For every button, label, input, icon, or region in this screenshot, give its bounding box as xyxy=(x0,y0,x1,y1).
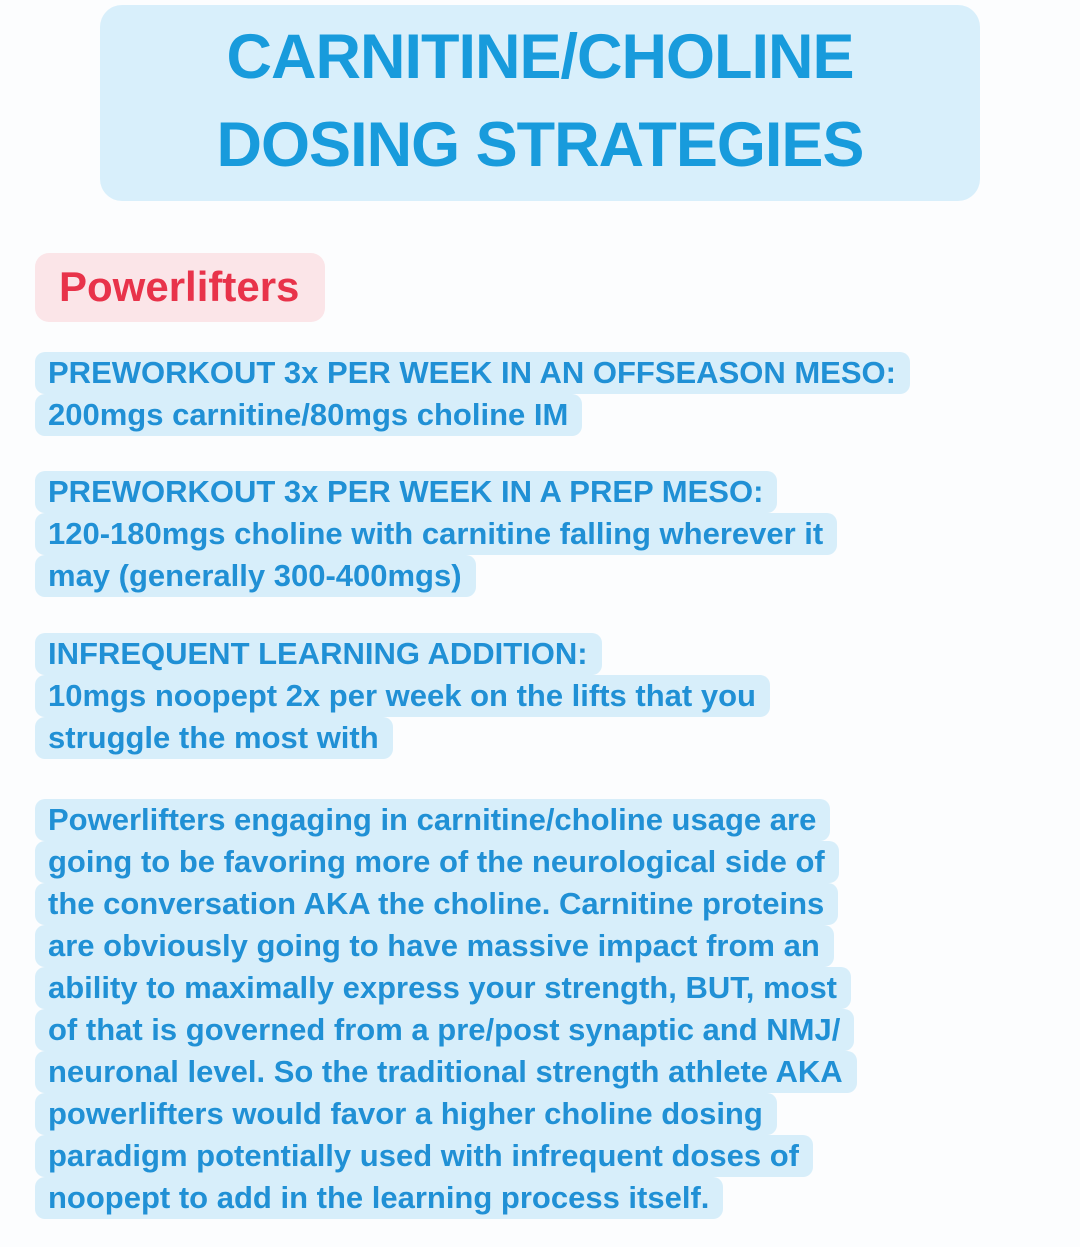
text-line: Powerlifters engaging in carnitine/choline usage are xyxy=(35,799,830,841)
text-line: are obviously going to have massive impact from an xyxy=(35,925,834,967)
text-line: noopept to add in the learning process itself. xyxy=(35,1177,723,1219)
text-line: 200mgs carnitine/80mgs choline IM xyxy=(35,394,582,436)
explanation-paragraph xyxy=(35,799,1080,1219)
dosing-block-offseason xyxy=(35,352,1080,436)
text-line: the conversation AKA the choline. Carnitine proteins xyxy=(35,883,838,925)
text-line: may (generally 300-400mgs) xyxy=(35,555,476,597)
text-line: paradigm potentially used with infrequent doses of xyxy=(35,1135,813,1177)
text-line: struggle the most with xyxy=(35,717,393,759)
text-line: INFREQUENT LEARNING ADDITION: xyxy=(35,633,602,675)
text-line: neuronal level. So the traditional strength athlete AKA xyxy=(35,1051,857,1093)
text-line: 120-180mgs choline with carnitine falling wherever it xyxy=(35,513,837,555)
dosing-block-prep xyxy=(35,471,1080,597)
infographic-page xyxy=(0,5,1080,1247)
text-line: going to be favoring more of the neurological side of xyxy=(35,841,839,883)
text-line: PREWORKOUT 3x PER WEEK IN AN OFFSEASON MESO: xyxy=(35,352,910,394)
text-line: of that is governed from a pre/post synaptic and NMJ/ xyxy=(35,1009,854,1051)
text-line: PREWORKOUT 3x PER WEEK IN A PREP MESO: xyxy=(35,471,777,513)
title-line-1: CARNITINE/CHOLINE xyxy=(226,22,854,92)
text-line: powerlifters would favor a higher choline dosing xyxy=(35,1093,777,1135)
section-badge-powerlifters: Powerlifters xyxy=(35,253,325,322)
dosing-block-learning-addition xyxy=(35,633,1080,759)
title-line-2: DOSING STRATEGIES xyxy=(216,110,864,180)
text-line: ability to maximally express your strength, BUT, most xyxy=(35,967,851,1009)
text-line: 10mgs noopept 2x per week on the lifts that you xyxy=(35,675,770,717)
title-card xyxy=(100,5,980,201)
